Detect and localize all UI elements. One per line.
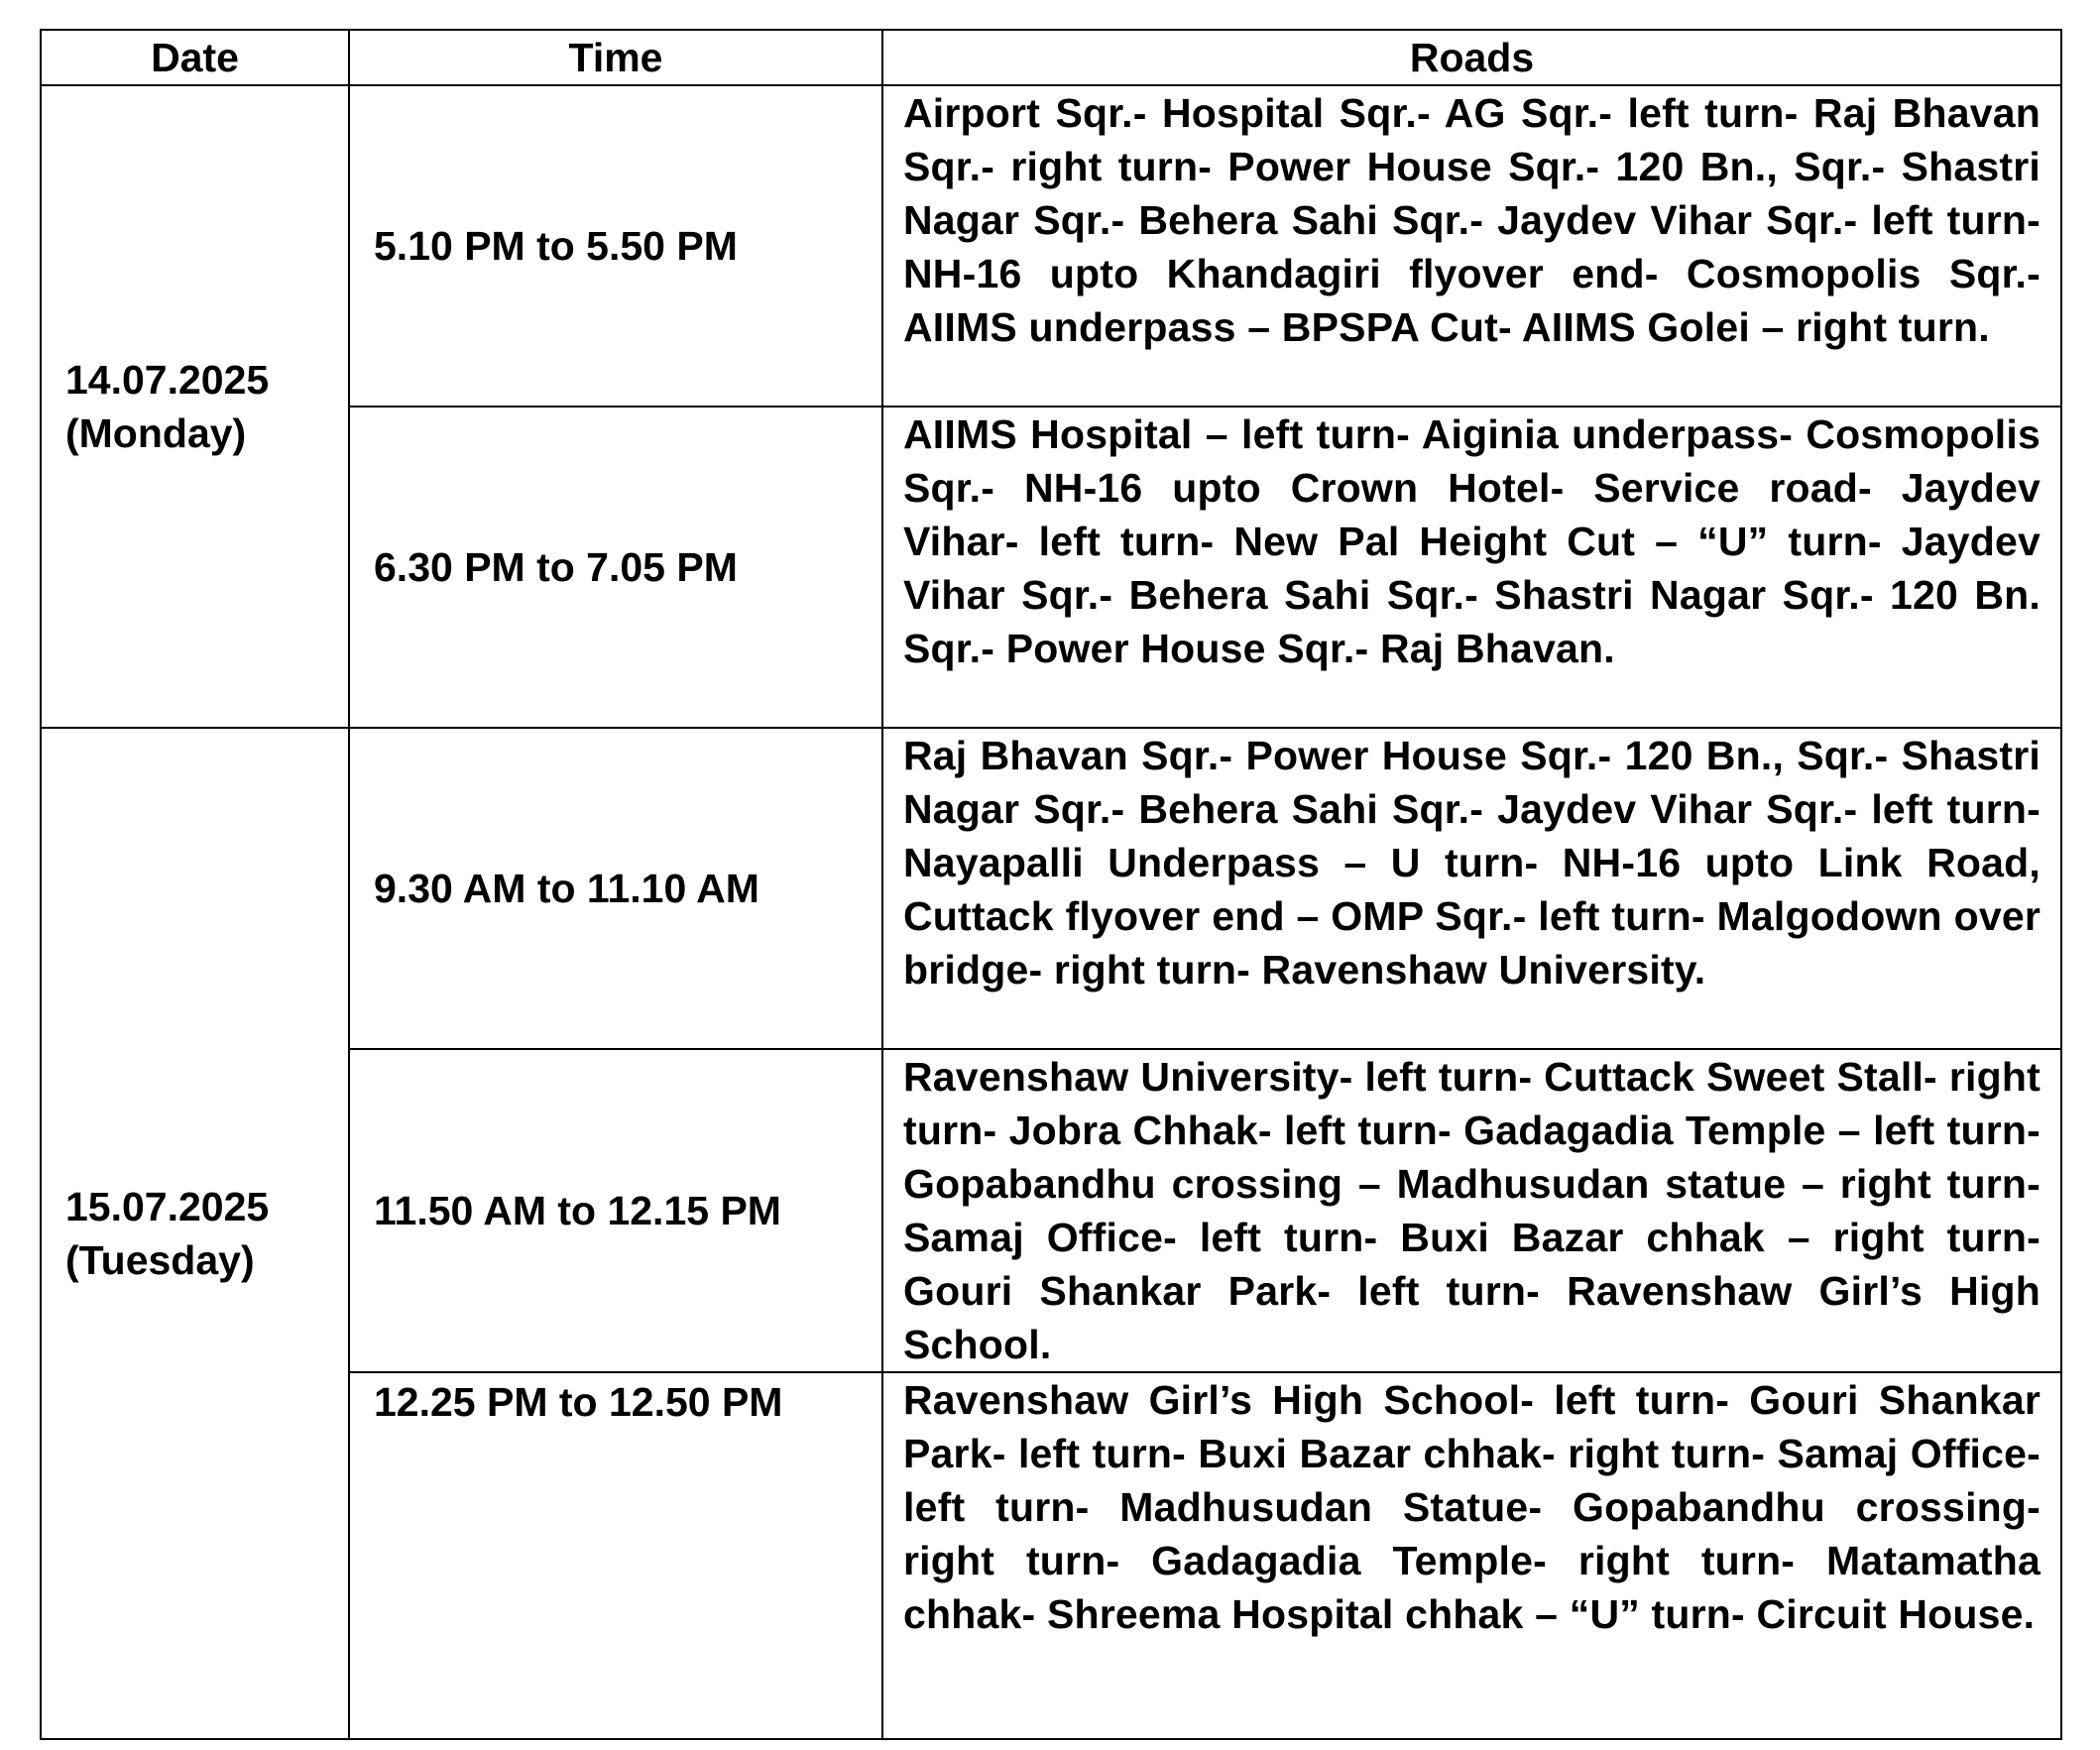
header-row <box>41 30 2061 85</box>
time-cell: 11.50 AM to 12.15 PM <box>349 1049 882 1372</box>
roads-cell <box>882 407 2061 728</box>
day-value: (Monday) <box>65 410 247 456</box>
roads-cell <box>882 728 2061 1049</box>
roads-cell <box>882 1049 2061 1372</box>
header-time: Time <box>349 30 882 85</box>
roads-text: AIIMS Hospital – left turn- Aiginia underpass- Cosmopolis Sqr.- NH-16 upto Crown Hotel- Service road- Jaydev Vihar- left turn- New Pal Height Cut – “U” turn- Jaydev Vihar Sqr.- Behera Sahi Sqr.- Shastri Nagar Sqr.- 120 Bn. Sqr.- Power House Sqr.- Raj Bhavan. <box>903 411 2041 671</box>
route-schedule-table <box>40 29 2062 1740</box>
date-value: 14.07.2025 <box>65 357 270 403</box>
date-cell <box>41 85 349 728</box>
roads-text: Ravenshaw Girl’s High School- left turn- Gouri Shankar Park- left turn- Buxi Bazar chhak- right turn- Samaj Office- left turn- Madhusudan Statue- Gopabandhu crossing- right turn- Gadagadia Temple- right turn- Matamatha chhak- Shreema Hospital chhak – “U” turn- Circuit House. <box>903 1377 2041 1637</box>
table-row <box>41 85 2061 407</box>
roads-text: Airport Sqr.- Hospital Sqr.- AG Sqr.- left turn- Raj Bhavan Sqr.- right turn- Power House Sqr.- 120 Bn., Sqr.- Shastri Nagar Sqr.- Behera Sahi Sqr.- Jaydev Vihar Sqr.- left turn- NH-16 upto Khandagiri flyover end- Cosmopolis Sqr.- AIIMS underpass – BPSPA Cut- AIIMS Golei – right turn. <box>903 90 2041 350</box>
header-roads: Roads <box>882 30 2061 85</box>
roads-text: Raj Bhavan Sqr.- Power House Sqr.- 120 Bn., Sqr.- Shastri Nagar Sqr.- Behera Sahi Sqr.- Jaydev Vihar Sqr.- left turn- Nayapalli Underpass – U turn- NH-16 upto Link Road, Cuttack flyover end – OMP Sqr.- left turn- Malgodown over bridge- right turn- Ravenshaw University. <box>903 733 2041 992</box>
header-date: Date <box>41 30 349 85</box>
roads-cell <box>882 85 2061 407</box>
time-cell: 6.30 PM to 7.05 PM <box>349 407 882 728</box>
day-value: (Tuesday) <box>65 1237 255 1283</box>
time-cell: 12.25 PM to 12.50 PM <box>349 1372 882 1739</box>
roads-text: Ravenshaw University- left turn- Cuttack Sweet Stall- right turn- Jobra Chhak- left turn- Gadagadia Temple – left turn- Gopabandhu crossing – Madhusudan statue – right turn- Samaj Office- left turn- Buxi Bazar chhak – right turn- Gouri Shankar Park- left turn- Ravenshaw Girl’s High School. <box>903 1054 2041 1367</box>
date-value: 15.07.2025 <box>65 1184 270 1229</box>
table-row <box>41 728 2061 1049</box>
roads-cell <box>882 1372 2061 1739</box>
time-cell: 5.10 PM to 5.50 PM <box>349 85 882 407</box>
time-cell: 9.30 AM to 11.10 AM <box>349 728 882 1049</box>
date-cell <box>41 728 349 1739</box>
